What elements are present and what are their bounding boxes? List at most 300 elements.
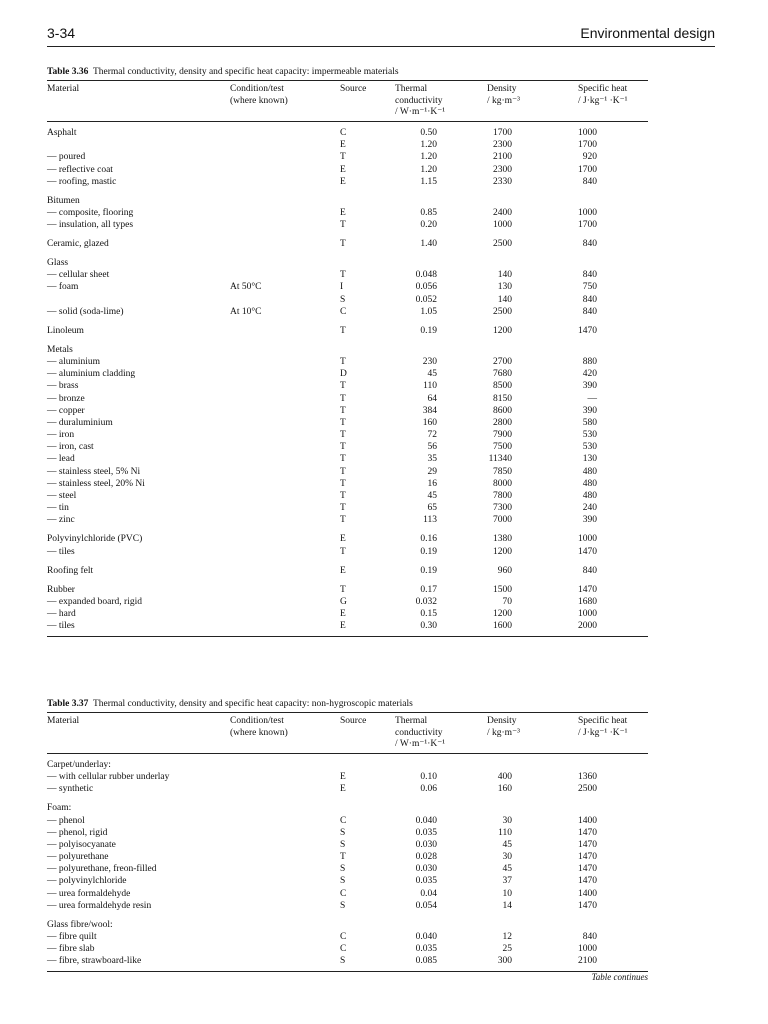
col-header-specific-heat: Specific heat / J·kg⁻¹ ·K⁻¹ (578, 716, 628, 738)
cell-material: — lead (47, 454, 75, 465)
cell-source: G (340, 596, 347, 607)
cell-specific-heat: 1470 (578, 876, 597, 887)
cell-density: 140 (497, 270, 512, 281)
cell-density: 14 (502, 900, 512, 911)
cell-material: Linoleum (47, 325, 84, 336)
cell-material: — polyvinylchloride (47, 876, 127, 887)
cell-density: 30 (502, 852, 512, 863)
table-3-36 (47, 66, 648, 637)
col-header-density: Density / kg·m⁻³ (487, 84, 520, 106)
cell-specific-heat: 920 (582, 152, 597, 163)
table-row (47, 219, 648, 231)
col-header-condition: Condition/test (where known) (230, 84, 288, 106)
cell-thermal-conductivity: 0.035 (415, 876, 437, 887)
table-row (47, 478, 648, 490)
cell-material: — urea formaldehyde (47, 888, 131, 899)
cell-density: 25 (502, 944, 512, 955)
table-row (47, 281, 648, 293)
cell-material: — stainless steel, 20% Ni (47, 478, 145, 489)
cell-specific-heat: 1470 (578, 839, 597, 850)
cell-material: — tin (47, 503, 69, 514)
col-header-material: Material (47, 716, 80, 726)
cell-source: T (340, 466, 346, 477)
cell-source: E (340, 621, 346, 632)
table-row (47, 533, 648, 545)
cell-specific-heat: 1470 (578, 325, 597, 336)
cell-source: T (340, 454, 346, 465)
col-header-material: Material (47, 84, 80, 94)
cell-density: 8000 (493, 478, 512, 489)
table-row (47, 164, 648, 176)
page-header (47, 22, 715, 47)
cell-source: E (340, 784, 346, 795)
cell-material: Glass (47, 258, 69, 269)
cell-source: C (340, 932, 347, 943)
cell-thermal-conductivity: 1.20 (420, 152, 437, 163)
cell-specific-heat: 1000 (578, 207, 597, 218)
cell-specific-heat: 1700 (578, 140, 597, 151)
cell-density: 7850 (493, 466, 512, 477)
cell-specific-heat: 1700 (578, 220, 597, 231)
table-row (47, 851, 648, 863)
cell-density: 2300 (493, 140, 512, 151)
cell-density: 1600 (493, 621, 512, 632)
cell-material: — polyurethane, freon-filled (47, 864, 157, 875)
cell-density: 7680 (493, 369, 512, 380)
cell-density: 1200 (493, 608, 512, 619)
cell-density: 2700 (493, 356, 512, 367)
cell-material: — aluminium (47, 356, 101, 367)
table-row (47, 759, 648, 771)
table-row (47, 514, 648, 526)
cell-material: — synthetic (47, 784, 94, 795)
cell-density: 2100 (493, 152, 512, 163)
cell-specific-heat: 480 (582, 466, 597, 477)
table-title: Thermal conductivity, density and specific heat capacity: non-hygroscopic materials (92, 699, 413, 709)
cell-material: — stainless steel, 5% Ni (47, 466, 141, 477)
cell-material: — foam (47, 282, 79, 293)
cell-source: C (340, 888, 347, 899)
cell-source: T (340, 325, 346, 336)
table-row (47, 176, 648, 188)
table-row (47, 815, 648, 827)
cell-thermal-conductivity: 0.19 (420, 325, 437, 336)
cell-material: Asphalt (47, 128, 77, 138)
cell-specific-heat: 530 (582, 430, 597, 441)
cell-source: T (340, 152, 346, 163)
cell-source: T (340, 442, 346, 453)
cell-material: — copper (47, 405, 85, 416)
cell-source: E (340, 534, 346, 545)
cell-source: T (340, 381, 346, 392)
cell-material: — polyurethane (47, 852, 109, 863)
cell-specific-heat: 840 (582, 306, 597, 317)
cell-thermal-conductivity: 110 (423, 381, 437, 392)
cell-material: — insulation, all types (47, 220, 134, 231)
cell-source: T (340, 270, 346, 281)
cell-thermal-conductivity: 0.17 (420, 584, 437, 595)
cell-source: E (340, 164, 346, 175)
cell-specific-heat: — (587, 393, 597, 404)
cell-condition: At 10°C (230, 306, 262, 317)
cell-material: — fibre, strawboard-like (47, 956, 142, 967)
table-row (47, 405, 648, 417)
cell-thermal-conductivity: 0.16 (420, 534, 437, 545)
table-row (47, 207, 648, 219)
table-row (47, 127, 648, 139)
cell-specific-heat: 1470 (578, 827, 597, 838)
cell-density: 140 (497, 294, 512, 305)
cell-material: — bronze (47, 393, 85, 404)
cell-thermal-conductivity: 29 (427, 466, 437, 477)
cell-density: 11340 (488, 454, 512, 465)
cell-thermal-conductivity: 0.035 (415, 944, 437, 955)
cell-source: I (340, 282, 344, 293)
table-row (47, 269, 648, 281)
cell-density: 1700 (493, 128, 512, 138)
cell-thermal-conductivity: 16 (427, 478, 437, 489)
cell-thermal-conductivity: 72 (427, 430, 437, 441)
cell-material: — aluminium cladding (47, 369, 136, 380)
cell-density: 45 (502, 864, 512, 875)
cell-thermal-conductivity: 0.20 (420, 220, 437, 231)
table-caption (47, 698, 648, 712)
table-row (47, 839, 648, 851)
cell-source: C (340, 944, 347, 955)
cell-density: 2330 (493, 176, 512, 187)
cell-material: — phenol, rigid (47, 827, 108, 838)
cell-specific-heat: 1360 (578, 772, 597, 783)
cell-material: Foam: (47, 803, 72, 814)
cell-specific-heat: 130 (582, 454, 597, 465)
cell-specific-heat: 840 (582, 176, 597, 187)
cell-specific-heat: 1000 (578, 128, 597, 138)
table-row (47, 584, 648, 596)
cell-thermal-conductivity: 0.19 (420, 546, 437, 557)
table-row (47, 306, 648, 318)
table-row (47, 441, 648, 453)
cell-material: — expanded board, rigid (47, 596, 142, 607)
cell-thermal-conductivity: 0.30 (420, 621, 437, 632)
cell-material: — cellular sheet (47, 270, 110, 281)
cell-thermal-conductivity: 0.032 (415, 596, 437, 607)
cell-density: 45 (502, 839, 512, 850)
cell-specific-heat: 1000 (578, 944, 597, 955)
cell-density: 7500 (493, 442, 512, 453)
cell-thermal-conductivity: 0.06 (420, 784, 437, 795)
cell-material: — poured (47, 152, 86, 163)
col-header-specific-heat: Specific heat / J·kg⁻¹ ·K⁻¹ (578, 84, 628, 106)
cell-specific-heat: 580 (582, 417, 597, 428)
cell-specific-heat: 1470 (578, 900, 597, 911)
table-title: Thermal conductivity, density and specific heat capacity: impermeable materials (92, 67, 399, 77)
cell-specific-heat: 1400 (578, 815, 597, 826)
cell-source: T (340, 852, 346, 863)
cell-specific-heat: 390 (582, 515, 597, 526)
cell-thermal-conductivity: 56 (427, 442, 437, 453)
table-row (47, 919, 648, 931)
cell-specific-heat: 1470 (578, 546, 597, 557)
cell-density: 1380 (493, 534, 512, 545)
cell-thermal-conductivity: 0.10 (420, 772, 437, 783)
table-row (47, 620, 648, 632)
cell-specific-heat: 390 (582, 405, 597, 416)
cell-specific-heat: 480 (582, 478, 597, 489)
cell-thermal-conductivity: 1.40 (420, 239, 437, 250)
cell-source: E (340, 176, 346, 187)
cell-material: — iron, cast (47, 442, 94, 453)
cell-thermal-conductivity: 1.05 (420, 306, 437, 317)
table-row (47, 931, 648, 943)
cell-specific-heat: 1680 (578, 596, 597, 607)
cell-specific-heat: 1470 (578, 852, 597, 863)
cell-material: — fibre slab (47, 944, 95, 955)
table-row (47, 802, 648, 814)
cell-density: 1000 (493, 220, 512, 231)
table-row (47, 888, 648, 900)
table-row (47, 344, 648, 356)
table-row (47, 955, 648, 967)
cell-thermal-conductivity: 0.056 (415, 282, 437, 293)
cell-specific-heat: 390 (582, 381, 597, 392)
cell-specific-heat: 840 (582, 270, 597, 281)
cell-thermal-conductivity: 0.040 (415, 932, 437, 943)
table-row (47, 783, 648, 795)
table-row (47, 863, 648, 875)
cell-thermal-conductivity: 0.048 (415, 270, 437, 281)
cell-thermal-conductivity: 0.035 (415, 827, 437, 838)
table-3-37 (47, 698, 648, 972)
cell-material: Metals (47, 344, 73, 355)
cell-material: — composite, flooring (47, 207, 134, 218)
cell-specific-heat: 530 (582, 442, 597, 453)
cell-specific-heat: 1400 (578, 888, 597, 899)
cell-thermal-conductivity: 1.15 (420, 176, 437, 187)
col-header-density: Density / kg·m⁻³ (487, 716, 520, 738)
cell-specific-heat: 1470 (578, 584, 597, 595)
cell-specific-heat: 840 (582, 239, 597, 250)
cell-material: — polyisocyanate (47, 839, 116, 850)
cell-thermal-conductivity: 35 (427, 454, 437, 465)
table-row (47, 257, 648, 269)
cell-specific-heat: 420 (582, 369, 597, 380)
col-header-thermal-conductivity: Thermal conductivity / W·m⁻¹·K⁻¹ (395, 84, 446, 117)
cell-source: T (340, 430, 346, 441)
cell-thermal-conductivity: 0.030 (415, 864, 437, 875)
table-continues-note: Table continues (591, 972, 648, 982)
table-header-row (47, 81, 648, 121)
cell-source: T (340, 503, 346, 514)
table-row (47, 827, 648, 839)
cell-thermal-conductivity: 384 (422, 405, 437, 416)
table-row (47, 393, 648, 405)
table-row (47, 151, 648, 163)
cell-material: — reflective coat (47, 164, 113, 175)
table-bottom-rule (47, 636, 648, 637)
cell-density: 7300 (493, 503, 512, 514)
cell-density: 12 (502, 932, 512, 943)
cell-thermal-conductivity: 0.085 (415, 956, 437, 967)
cell-specific-heat: 2000 (578, 621, 597, 632)
cell-thermal-conductivity: 64 (427, 393, 437, 404)
cell-density: 300 (497, 956, 512, 967)
cell-source: E (340, 608, 346, 619)
cell-density: 2800 (493, 417, 512, 428)
cell-density: 110 (498, 827, 512, 838)
cell-source: S (340, 864, 346, 875)
cell-thermal-conductivity: 0.50 (420, 128, 437, 138)
cell-thermal-conductivity: 160 (422, 417, 437, 428)
cell-thermal-conductivity: 45 (427, 491, 437, 502)
section-title: Environmental design (580, 25, 715, 41)
cell-density: 37 (502, 876, 512, 887)
cell-specific-heat: 1470 (578, 864, 597, 875)
cell-density: 1500 (493, 584, 512, 595)
cell-specific-heat: 480 (582, 491, 597, 502)
cell-source: T (340, 515, 346, 526)
cell-source: T (340, 478, 346, 489)
cell-material: Carpet/underlay: (47, 760, 111, 770)
table-label: Table 3.36 (47, 67, 89, 77)
cell-material: — steel (47, 491, 77, 502)
col-header-condition: Condition/test (where known) (230, 716, 288, 738)
cell-material: Ceramic, glazed (47, 239, 109, 250)
cell-density: 8150 (493, 393, 512, 404)
cell-density: 400 (497, 772, 512, 783)
cell-specific-heat: 840 (582, 294, 597, 305)
cell-material: Rubber (47, 584, 75, 595)
table-row (47, 453, 648, 465)
cell-density: 10 (502, 888, 512, 899)
cell-source: S (340, 839, 346, 850)
cell-density: 8600 (493, 405, 512, 416)
col-header-thermal-conductivity: Thermal conductivity / W·m⁻¹·K⁻¹ (395, 716, 446, 749)
cell-material: Polyvinylchloride (PVC) (47, 534, 143, 545)
cell-source: C (340, 128, 347, 138)
table-row (47, 356, 648, 368)
cell-thermal-conductivity: 0.19 (420, 565, 437, 576)
cell-specific-heat: 1000 (578, 608, 597, 619)
cell-specific-heat: 750 (582, 282, 597, 293)
table-row (47, 608, 648, 620)
cell-source: T (340, 546, 346, 557)
cell-thermal-conductivity: 45 (427, 369, 437, 380)
cell-material: — phenol (47, 815, 85, 826)
cell-source: T (340, 584, 346, 595)
table-row (47, 380, 648, 392)
table-row (47, 417, 648, 429)
table-row (47, 368, 648, 380)
cell-material: — hard (47, 608, 76, 619)
cell-source: C (340, 815, 347, 826)
cell-source: T (340, 356, 346, 367)
table-body (47, 127, 648, 632)
cell-material: — urea formaldehyde resin (47, 900, 152, 911)
cell-material: — fibre quilt (47, 932, 97, 943)
cell-density: 2400 (493, 207, 512, 218)
cell-specific-heat: 2500 (578, 784, 597, 795)
cell-thermal-conductivity: 65 (427, 503, 437, 514)
cell-thermal-conductivity: 230 (422, 356, 437, 367)
table-row (47, 943, 648, 955)
cell-thermal-conductivity: 0.85 (420, 207, 437, 218)
cell-material: — tiles (47, 546, 75, 557)
cell-source: S (340, 294, 346, 305)
cell-thermal-conductivity: 0.028 (415, 852, 437, 863)
table-row (47, 875, 648, 887)
cell-density: 2300 (493, 164, 512, 175)
table-row (47, 490, 648, 502)
cell-source: E (340, 207, 346, 218)
table-row (47, 502, 648, 514)
cell-density: 160 (497, 784, 512, 795)
cell-material: — roofing, mastic (47, 176, 117, 187)
col-header-source: Source (340, 84, 367, 94)
cell-source: E (340, 140, 346, 151)
cell-density: 2500 (493, 239, 512, 250)
cell-specific-heat: 840 (582, 932, 597, 943)
cell-source: T (340, 417, 346, 428)
cell-density: 7900 (493, 430, 512, 441)
cell-source: S (340, 900, 346, 911)
cell-specific-heat: 1000 (578, 534, 597, 545)
table-row (47, 466, 648, 478)
cell-specific-heat: 1700 (578, 164, 597, 175)
cell-material: — duraluminium (47, 417, 113, 428)
cell-specific-heat: 240 (582, 503, 597, 514)
cell-source: S (340, 876, 346, 887)
cell-material: Glass fibre/wool: (47, 919, 113, 930)
cell-thermal-conductivity: 0.030 (415, 839, 437, 850)
cell-density: 2500 (493, 306, 512, 317)
cell-material: — tiles (47, 621, 75, 632)
cell-source: C (340, 306, 347, 317)
cell-thermal-conductivity: 0.15 (420, 608, 437, 619)
cell-density: 7800 (493, 491, 512, 502)
table-row (47, 238, 648, 250)
cell-source: T (340, 239, 346, 250)
page-number: 3-34 (47, 25, 76, 41)
cell-specific-heat: 880 (582, 356, 597, 367)
table-row (47, 294, 648, 306)
table-row (47, 546, 648, 558)
cell-source: T (340, 491, 346, 502)
cell-thermal-conductivity: 1.20 (420, 164, 437, 175)
cell-density: 70 (502, 596, 512, 607)
cell-thermal-conductivity: 0.04 (420, 888, 437, 899)
table-row (47, 325, 648, 337)
table-row (47, 139, 648, 151)
cell-material: — iron (47, 430, 75, 441)
cell-source: T (340, 405, 346, 416)
cell-thermal-conductivity: 0.040 (415, 815, 437, 826)
cell-density: 1200 (493, 325, 512, 336)
cell-source: S (340, 956, 346, 967)
cell-specific-heat: 840 (582, 565, 597, 576)
table-row (47, 900, 648, 912)
cell-density: 8500 (493, 381, 512, 392)
table-label: Table 3.37 (47, 699, 89, 709)
cell-material: Roofing felt (47, 565, 94, 576)
cell-material: Bitumen (47, 195, 80, 206)
table-row (47, 565, 648, 577)
cell-material: — solid (soda-lime) (47, 306, 124, 317)
col-header-source: Source (340, 716, 367, 726)
cell-source: E (340, 565, 346, 576)
table-row (47, 771, 648, 783)
cell-density: 7000 (493, 515, 512, 526)
cell-material: — zinc (47, 515, 75, 526)
